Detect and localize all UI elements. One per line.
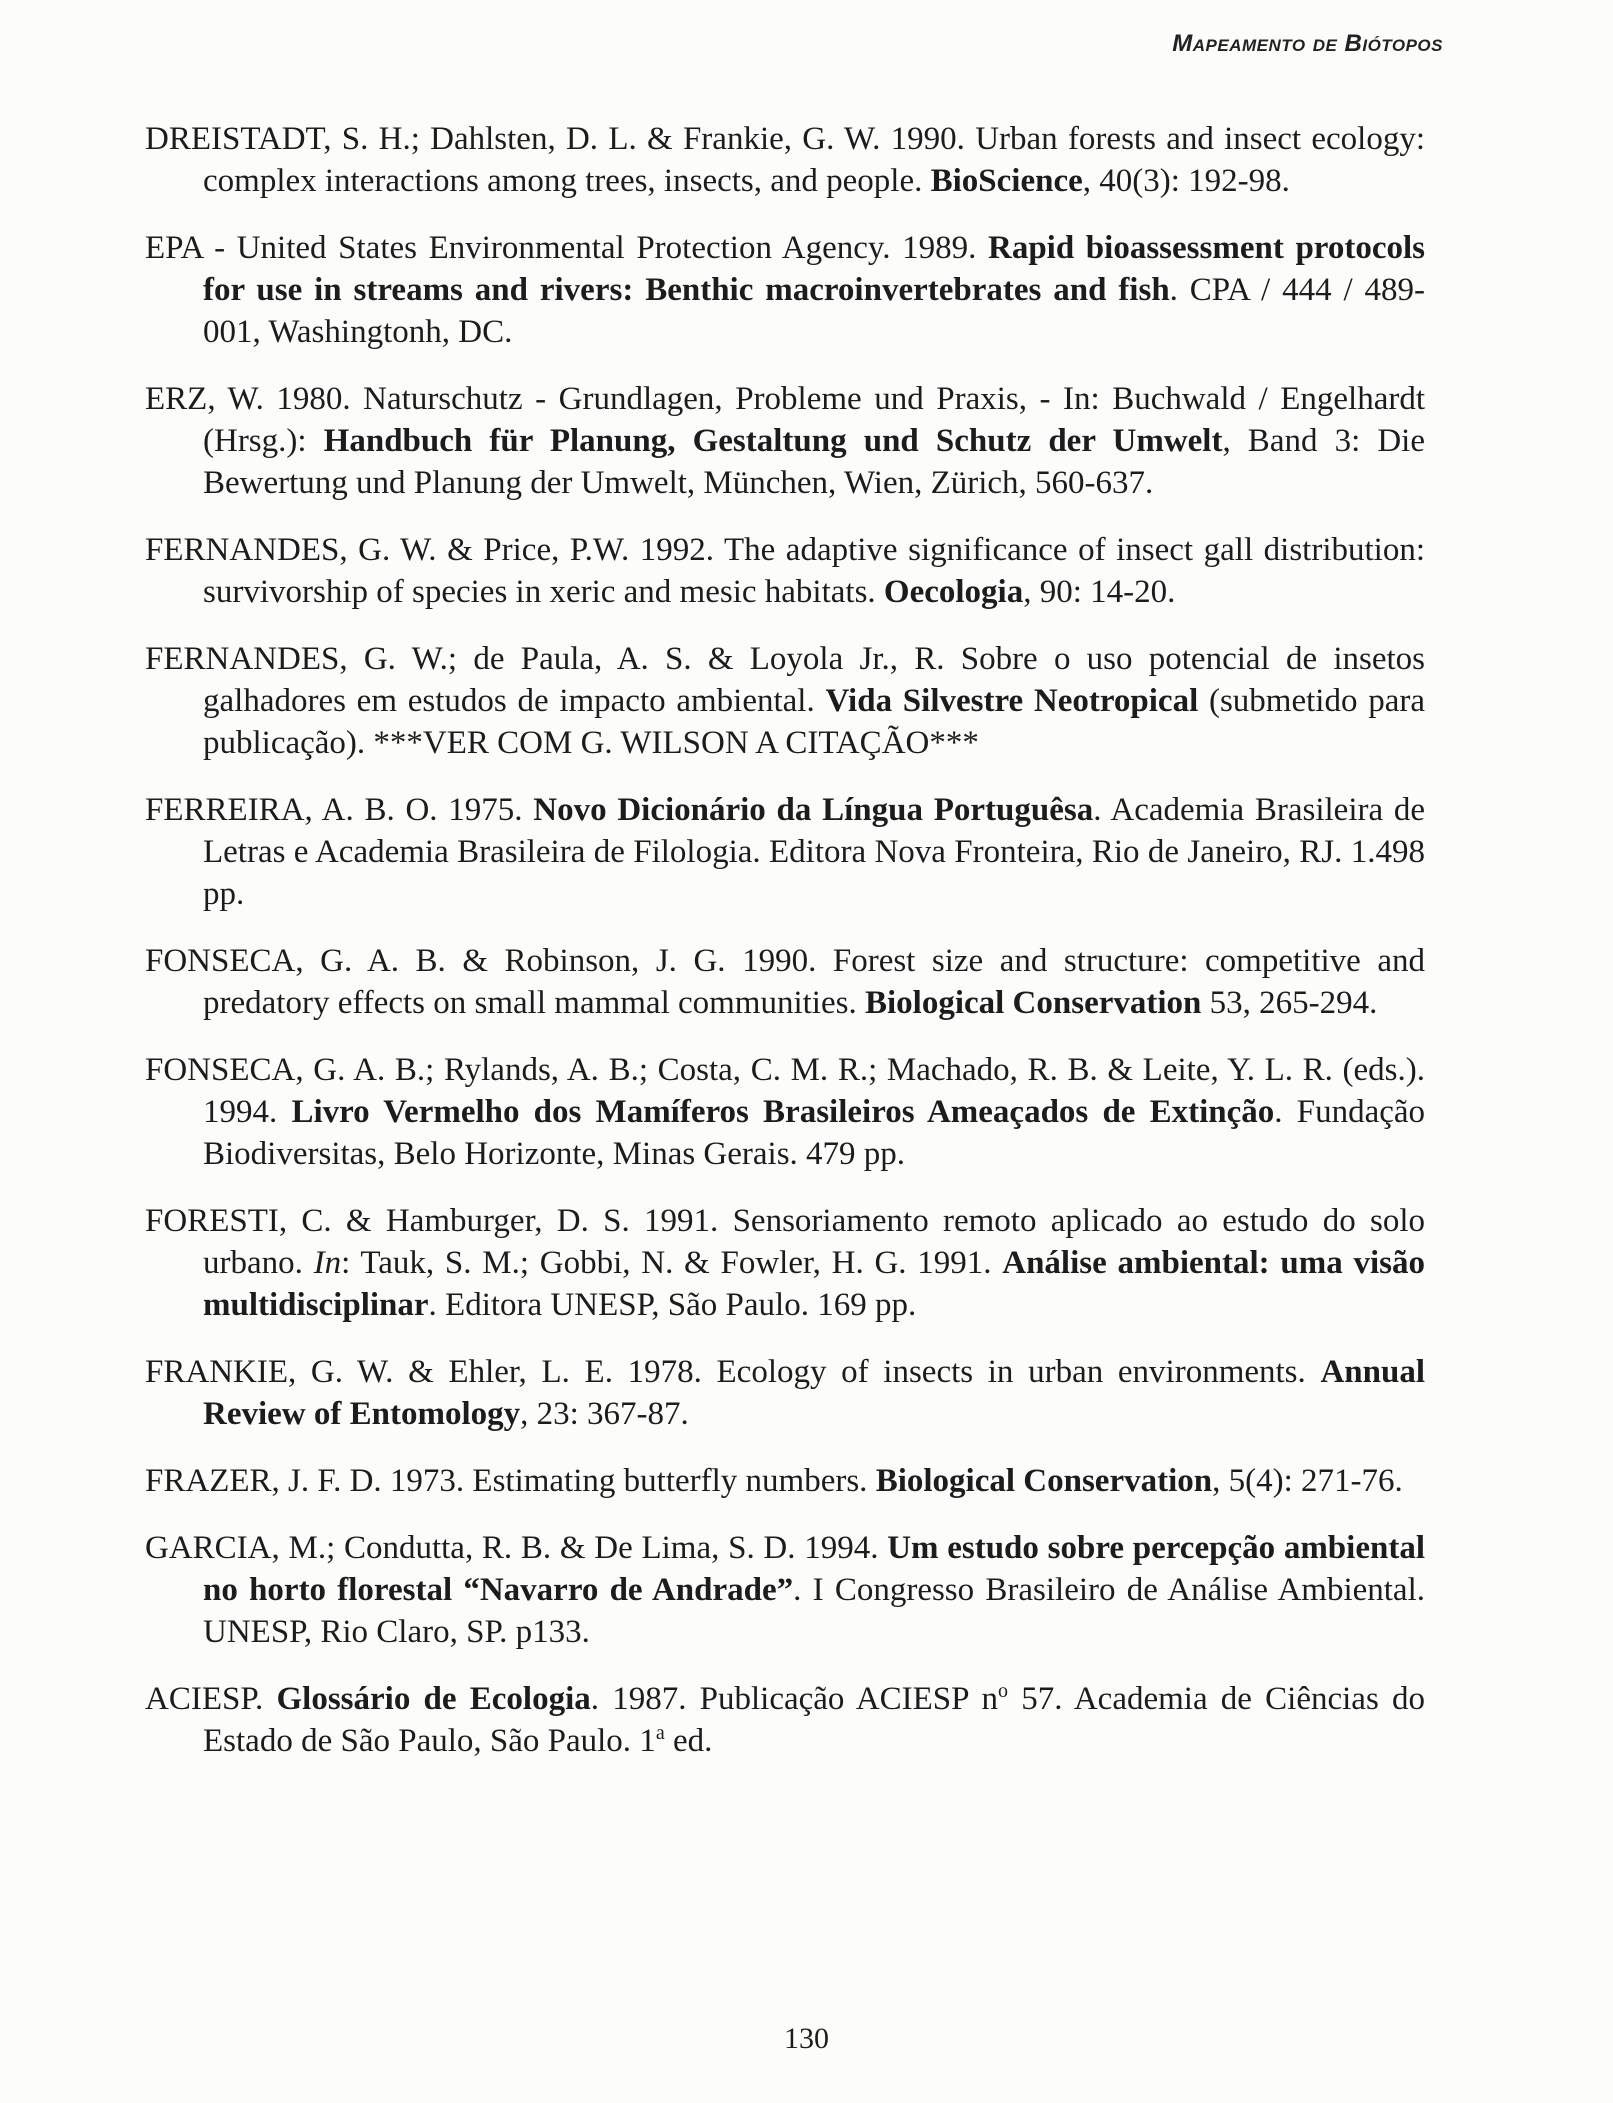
- reference-entry: [145, 1351, 1425, 1435]
- reference-text: GARCIA, M.; Condutta, R. B. & De Lima, S. D. 1994.: [145, 1530, 888, 1566]
- reference-text: . I Congresso Brasileiro de Análise Ambiental. UNESP, Rio Claro, SP. p133.: [203, 1572, 1425, 1650]
- reference-text: FORESTI, C. & Hamburger, D. S. 1991. Sensoriamento remoto aplicado ao estudo do solo urbano.: [145, 1203, 1425, 1281]
- running-header: [1172, 30, 1443, 58]
- reference-entry: [145, 638, 1425, 764]
- reference-text: FONSECA, G. A. B.; Rylands, A. B.; Costa, C. M. R.; Machado, R. B. & Leite, Y. L. R. (eds.). 1994.: [145, 1052, 1425, 1130]
- reference-entry: [145, 940, 1425, 1024]
- reference-text: 57. Academia de Ciências do Estado de São Paulo, São Paulo. 1: [203, 1681, 1425, 1759]
- reference-text: FERNANDES, G. W.; de Paula, A. S. & Loyola Jr., R. Sobre o uso potencial de insetos galhadores em estudos de impacto ambiental.: [145, 641, 1425, 719]
- reference-text: (submetido para publicação). ***VER COM G. WILSON A CITAÇÃO***: [203, 683, 1425, 761]
- reference-entry: [145, 1200, 1425, 1326]
- reference-text: . Editora UNESP, São Paulo. 169 pp.: [428, 1287, 917, 1323]
- reference-text: , 23: 367-87.: [520, 1396, 689, 1432]
- reference-title: Livro Vermelho dos Mamíferos Brasileiros Ameaçados de Extinção: [291, 1094, 1275, 1130]
- reference-entry: [145, 1460, 1425, 1502]
- reference-superscript: a: [655, 1722, 665, 1744]
- reference-text: . Academia Brasileira de Letras e Academia Brasileira de Filologia. Editora Nova Fronteira, Rio de Janeiro, RJ. 1.498 pp.: [203, 792, 1426, 912]
- reference-text: ed.: [664, 1723, 713, 1759]
- reference-title: Análise ambiental: uma visão multidisciplinar: [203, 1245, 1425, 1323]
- reference-text: ERZ, W. 1980. Naturschutz - Grundlagen, Probleme und Praxis, - In: Buchwald / Engelhardt (Hrsg.):: [145, 381, 1425, 459]
- reference-title: Oecologia: [883, 574, 1024, 610]
- reference-text: : Tauk, S. M.; Gobbi, N. & Fowler, H. G. 1991.: [341, 1245, 1003, 1281]
- reference-italic: In: [313, 1245, 342, 1281]
- reference-title: BioScience: [930, 163, 1083, 199]
- reference-text: 53, 265-294.: [1201, 985, 1378, 1021]
- reference-text: FERREIRA, A. B. O. 1975.: [145, 792, 534, 828]
- reference-entry: [145, 1527, 1425, 1653]
- reference-title: Novo Dicionário da Língua Portuguêsa: [533, 792, 1094, 828]
- reference-title: Um estudo sobre percepção ambiental no horto florestal “Navarro de Andrade”: [203, 1530, 1425, 1608]
- reference-text: FERNANDES, G. W. & Price, P.W. 1992. The adaptive significance of insect gall distribution: survivorship of species in xeric and mesic habitats.: [145, 532, 1425, 610]
- reference-title: Glossário de Ecologia: [276, 1681, 591, 1717]
- page-number: 130: [784, 2022, 829, 2055]
- reference-text: . CPA / 444 / 489-001, Washingtonh, DC.: [203, 272, 1425, 350]
- reference-text: . Fundação Biodiversitas, Belo Horizonte, Minas Gerais. 479 pp.: [203, 1094, 1426, 1172]
- reference-title: Rapid bioassessment protocols for use in streams and rivers: Benthic macroinvertebrates and fish: [203, 230, 1425, 308]
- reference-entry: [145, 378, 1425, 504]
- reference-text: EPA - United States Environmental Protection Agency. 1989.: [145, 230, 988, 266]
- reference-entry: [145, 118, 1425, 202]
- reference-text: FRAZER, J. F. D. 1973. Estimating butterfly numbers.: [145, 1463, 876, 1499]
- reference-title: Annual Review of Entomology: [203, 1354, 1425, 1432]
- reference-text: FONSECA, G. A. B. & Robinson, J. G. 1990. Forest size and structure: competitive and predatory effects on small mammal communities.: [145, 943, 1425, 1021]
- reference-text: , 5(4): 271-76.: [1212, 1463, 1403, 1499]
- reference-text: FRANKIE, G. W. & Ehler, L. E. 1978. Ecology of insects in urban environments.: [145, 1354, 1321, 1390]
- reference-title: Biological Conservation: [864, 985, 1202, 1021]
- reference-text: , 90: 14-20.: [1023, 574, 1176, 610]
- reference-text: DREISTADT, S. H.; Dahlsten, D. L. & Frankie, G. W. 1990. Urban forests and insect ecology: complex interactions among trees, insects, and people.: [145, 121, 1425, 199]
- reference-text: . 1987. Publicação ACIESP n: [590, 1681, 998, 1717]
- reference-entry: [145, 1049, 1425, 1175]
- reference-text: , 40(3): 192-98.: [1082, 163, 1290, 199]
- reference-title: Handbuch für Planung, Gestaltung und Schutz der Umwelt: [323, 423, 1223, 459]
- reference-entry: [145, 789, 1425, 915]
- reference-superscript: o: [998, 1680, 1008, 1702]
- reference-title: Vida Silvestre Neotropical: [825, 683, 1199, 719]
- reference-text: ACIESP.: [145, 1681, 277, 1717]
- reference-entry: [145, 529, 1425, 613]
- reference-text: , Band 3: Die Bewertung und Planung der Umwelt, München, Wien, Zürich, 560-637.: [203, 423, 1425, 501]
- reference-entry: [145, 1678, 1425, 1762]
- reference-list: [145, 118, 1425, 1787]
- reference-entry: [145, 227, 1425, 353]
- running-header-text: Mapeamento de Biótopos: [1172, 30, 1443, 57]
- reference-title: Biological Conservation: [875, 1463, 1213, 1499]
